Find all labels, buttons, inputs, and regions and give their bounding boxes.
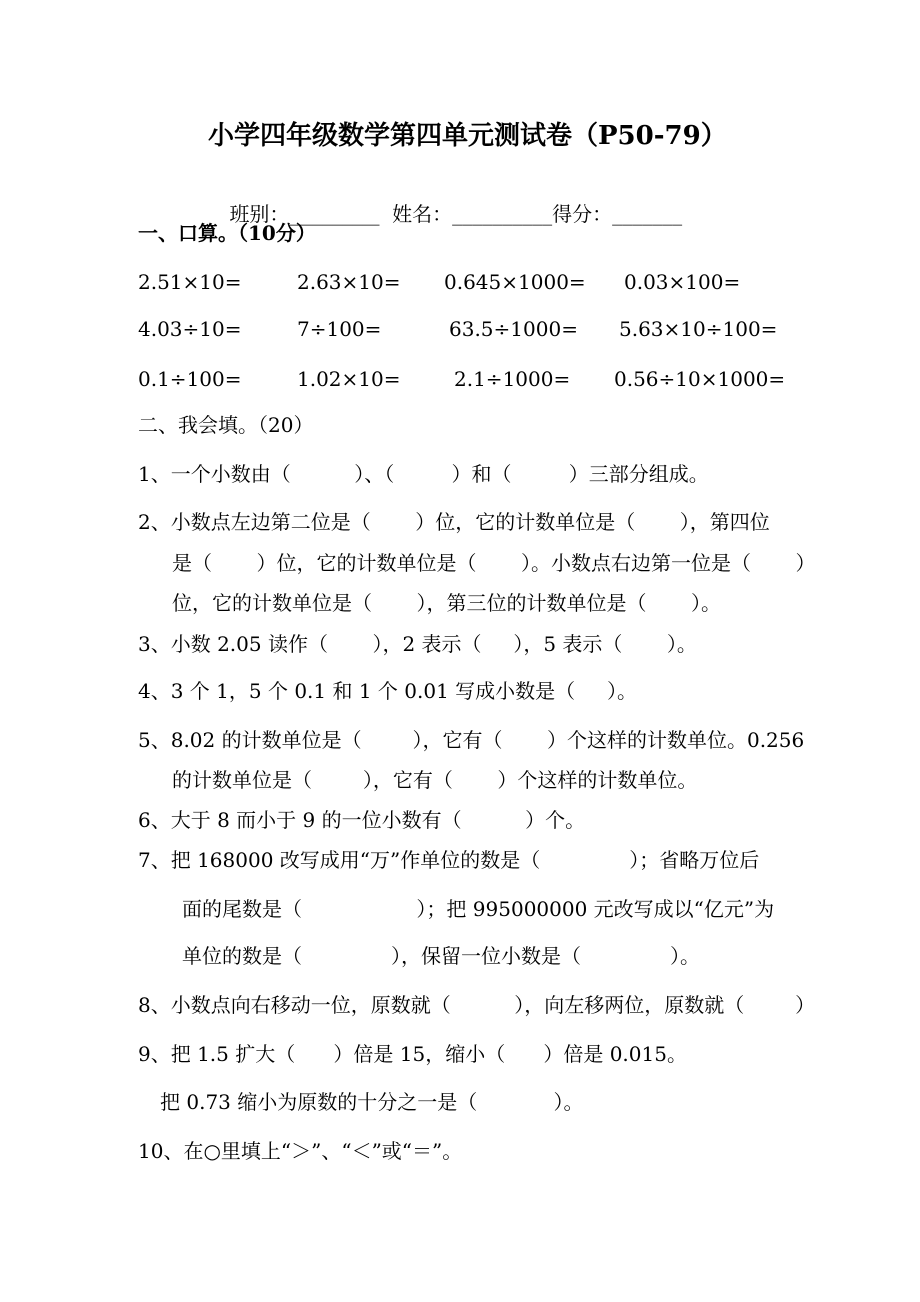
page-title: 小学四年级数学第四单元测试卷（P50-79） <box>208 121 727 151</box>
question-6: 6、大于 8 而小于 9 的一位小数有（ ）个。 <box>138 808 586 832</box>
section2-heading: 二、我会填。（20） <box>138 413 314 437</box>
calc-item: 0.56÷10×1000= <box>614 367 786 391</box>
question-2-line-1: 2、小数点左边第二位是（ ）位，它的计数单位是（ ），第四位 <box>138 510 770 534</box>
calc-item: 0.1÷100= <box>138 367 242 391</box>
question-5-line-2: 的计数单位是（ ），它有（ ）个这样的计数单位。 <box>172 768 698 792</box>
question-5-line-1: 5、8.02 的计数单位是（ ），它有（ ）个这样的计数单位。0.256 <box>138 728 805 752</box>
calc-item: 63.5÷1000= <box>449 317 578 341</box>
question-2-line-3: 位，它的计数单位是（ ），第三位的计数单位是（ ）。 <box>172 591 722 615</box>
class-label: 班别： <box>229 202 290 226</box>
calc-item: 0.645×1000= <box>444 270 586 294</box>
question-2-line-2: 是（ ）位，它的计数单位是（ ）。小数点右边第一位是（ ） <box>172 551 816 575</box>
calc-item: 2.1÷1000= <box>454 367 571 391</box>
calc-item: 5.63×10÷100= <box>619 317 778 341</box>
calc-item: 2.51×10= <box>138 270 242 294</box>
question-8: 8、小数点向右移动一位，原数就（ ），向左移两位，原数就（ ） <box>138 993 816 1017</box>
question-7-line-2: 面的尾数是（ ）；把 995000000 元改写成以“亿元”为 <box>182 897 775 921</box>
name-blank: __________ <box>452 202 553 226</box>
question-7-line-1: 7、把 168000 改写成用“万”作单位的数是（ ）；省略万位后 <box>138 848 760 872</box>
question-9-line-1: 9、把 1.5 扩大（ ）倍是 15，缩小（ ）倍是 0.015。 <box>138 1042 687 1066</box>
calc-item: 4.03÷10= <box>138 317 242 341</box>
score-blank: _______ <box>612 202 683 226</box>
question-3: 3、小数 2.05 读作（ ），2 表示（ ），5 表示（ ）。 <box>138 632 697 656</box>
section1-heading: 一、口算。（10分） <box>138 221 316 245</box>
calc-item: 0.03×100= <box>624 270 741 294</box>
name-label: 姓名： <box>392 202 453 226</box>
calc-item: 1.02×10= <box>297 367 401 391</box>
calc-item: 7÷100= <box>297 317 382 341</box>
question-7-line-3: 单位的数是（ ），保留一位小数是（ ）。 <box>182 944 701 968</box>
question-4: 4、3 个 1，5 个 0.1 和 1 个 0.01 写成小数是（ ）。 <box>138 679 637 703</box>
question-10: 10、在○里填上“＞”、“＜”或“＝”。 <box>138 1139 463 1163</box>
question-1: 1、一个小数由（ ）、（ ）和（ ）三部分组成。 <box>138 462 709 486</box>
score-label: 得分： <box>552 202 613 226</box>
calc-item: 2.63×10= <box>297 270 401 294</box>
question-9-line-2: 把 0.73 缩小为原数的十分之一是（ ）。 <box>160 1090 584 1114</box>
class-blank: _________ <box>289 202 380 226</box>
